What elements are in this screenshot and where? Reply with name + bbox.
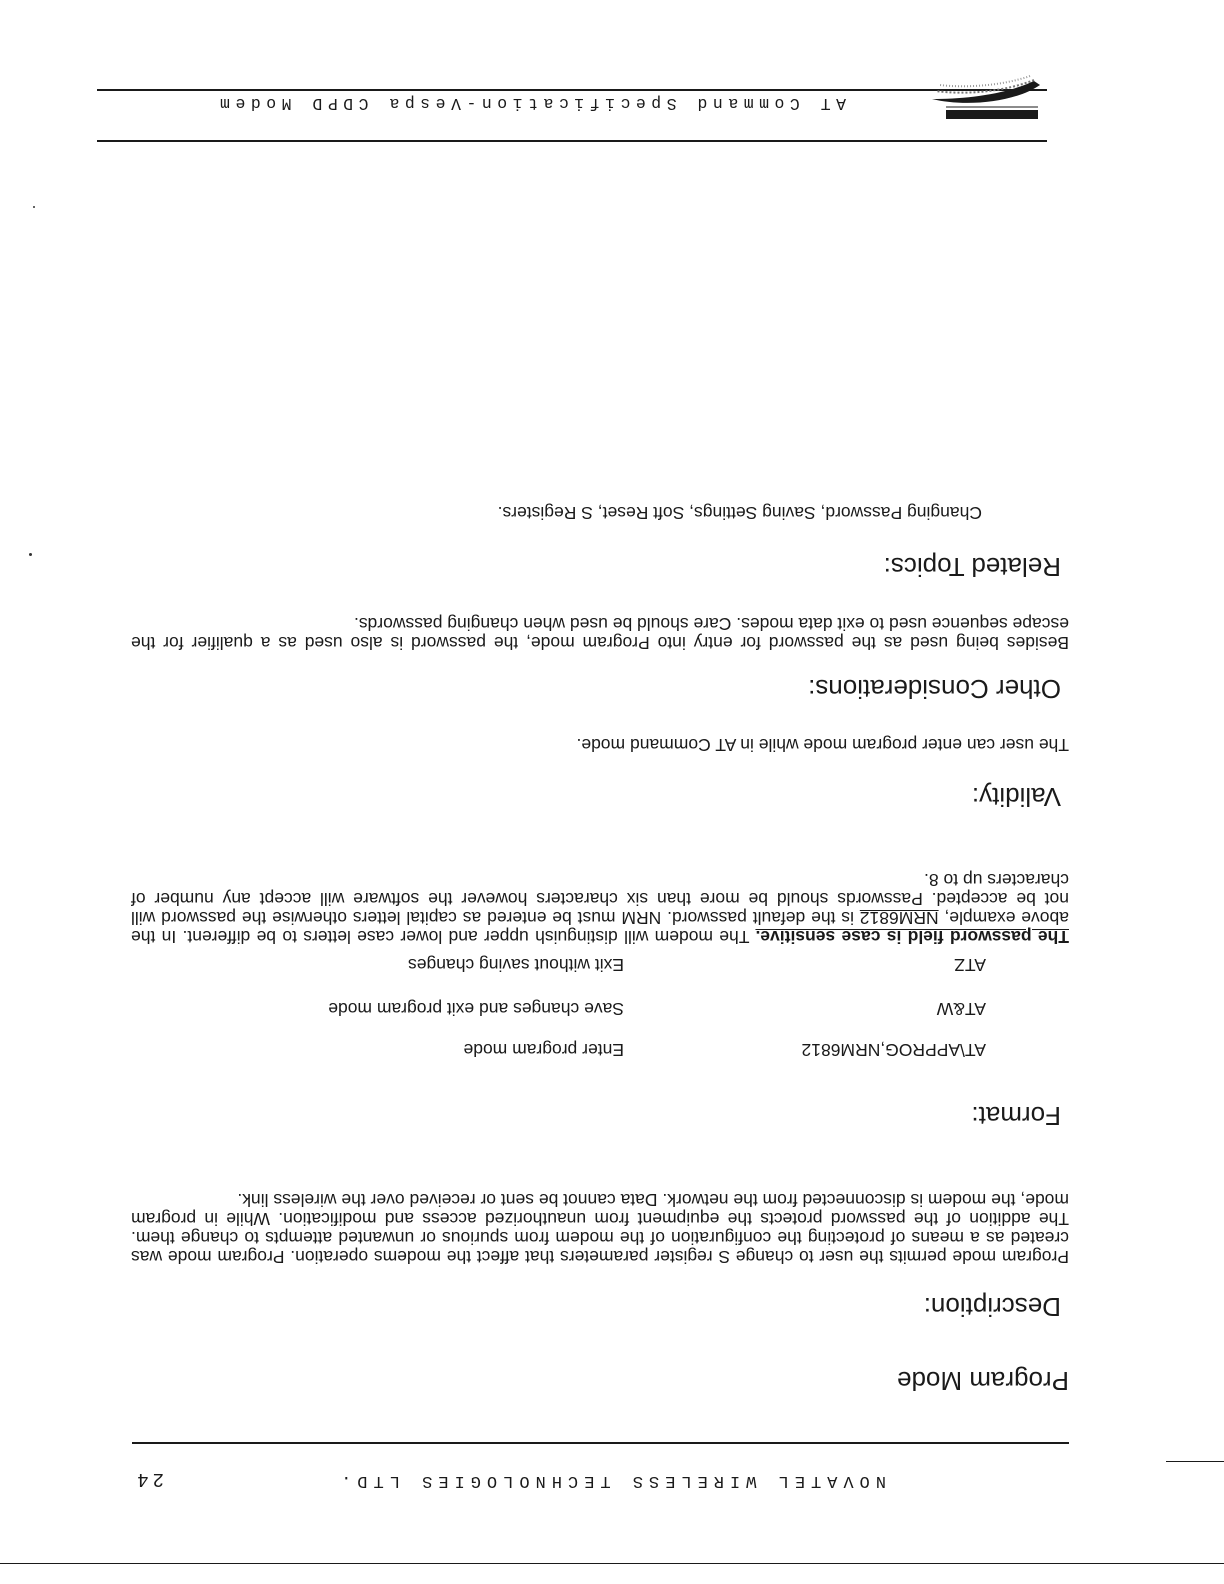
format-description: Exit without saving changes (408, 955, 624, 975)
footer-rule-short (1166, 1461, 1224, 1462)
header-title: AT Command Specification-Vespa CDPD Modem (214, 94, 846, 113)
related-topics-text: Changing Password, Saving Settings, Soft Reset, S Registers. (497, 503, 982, 523)
format-command: AT&W (936, 999, 986, 1019)
scan-speck (33, 206, 35, 208)
footer-company: NOVATEL WIRELESS TECHNOLOGIES LTD. (335, 1471, 886, 1490)
page-number: 24 (133, 1468, 164, 1490)
validity-text: The user can enter program mode while in AT Command mode. (576, 735, 1069, 755)
novatel-wireless-logo (924, 65, 1044, 125)
related-topics-heading: Related Topics: (883, 552, 1061, 582)
password-note-text: is the default password. NRM must be entered as capital letters otherwise the password will not be accepted. Passwords should be more than six characters however the software will accept any number of characters up to 8. (130, 870, 1069, 928)
format-command: ATZ (954, 955, 986, 975)
description-heading: Description: (923, 1292, 1061, 1322)
page-title: Program Mode (897, 1366, 1069, 1396)
footer-rule (0, 1563, 1224, 1564)
format-heading: Format: (971, 1101, 1061, 1131)
scan-speck (29, 553, 32, 556)
format-command: AT\APPROG,NRM6812 (801, 1040, 986, 1060)
other-considerations-text: Besides being used as the password for entry into Program mode, the password is also used as a qualifier for the escape sequence used to exit data modes. Care should be used when changing passwords. (131, 614, 1069, 653)
default-password: NRM6812 (859, 908, 939, 928)
password-note (131, 870, 1069, 946)
format-description: Save changes and exit program mode (328, 999, 624, 1019)
other-considerations-heading: Other Considerations: (808, 674, 1061, 704)
description-text: Program mode permits the user to change S register parameters that affect the modems operation. Program mode was created as a means of protecting the configuration of the modem from spurious or unwanted attempts to change them. The addition of the password protects the equipment from unauthorized access and modification. While in program mode, the modem is disconnected from the network. Data cannot be sent or received over the wireless link. (131, 1190, 1069, 1267)
header-rule (97, 140, 1047, 142)
header-rule (97, 89, 1047, 91)
footer-divider (132, 1442, 1069, 1444)
case-sensitive-note: The password field is case sensitive. (755, 927, 1069, 947)
password-note-text: The modem will distinguish upper and lower case letters to be different. In the above example, (131, 908, 1069, 947)
format-description: Enter program mode (463, 1040, 624, 1060)
validity-heading: Validity: (971, 782, 1061, 812)
